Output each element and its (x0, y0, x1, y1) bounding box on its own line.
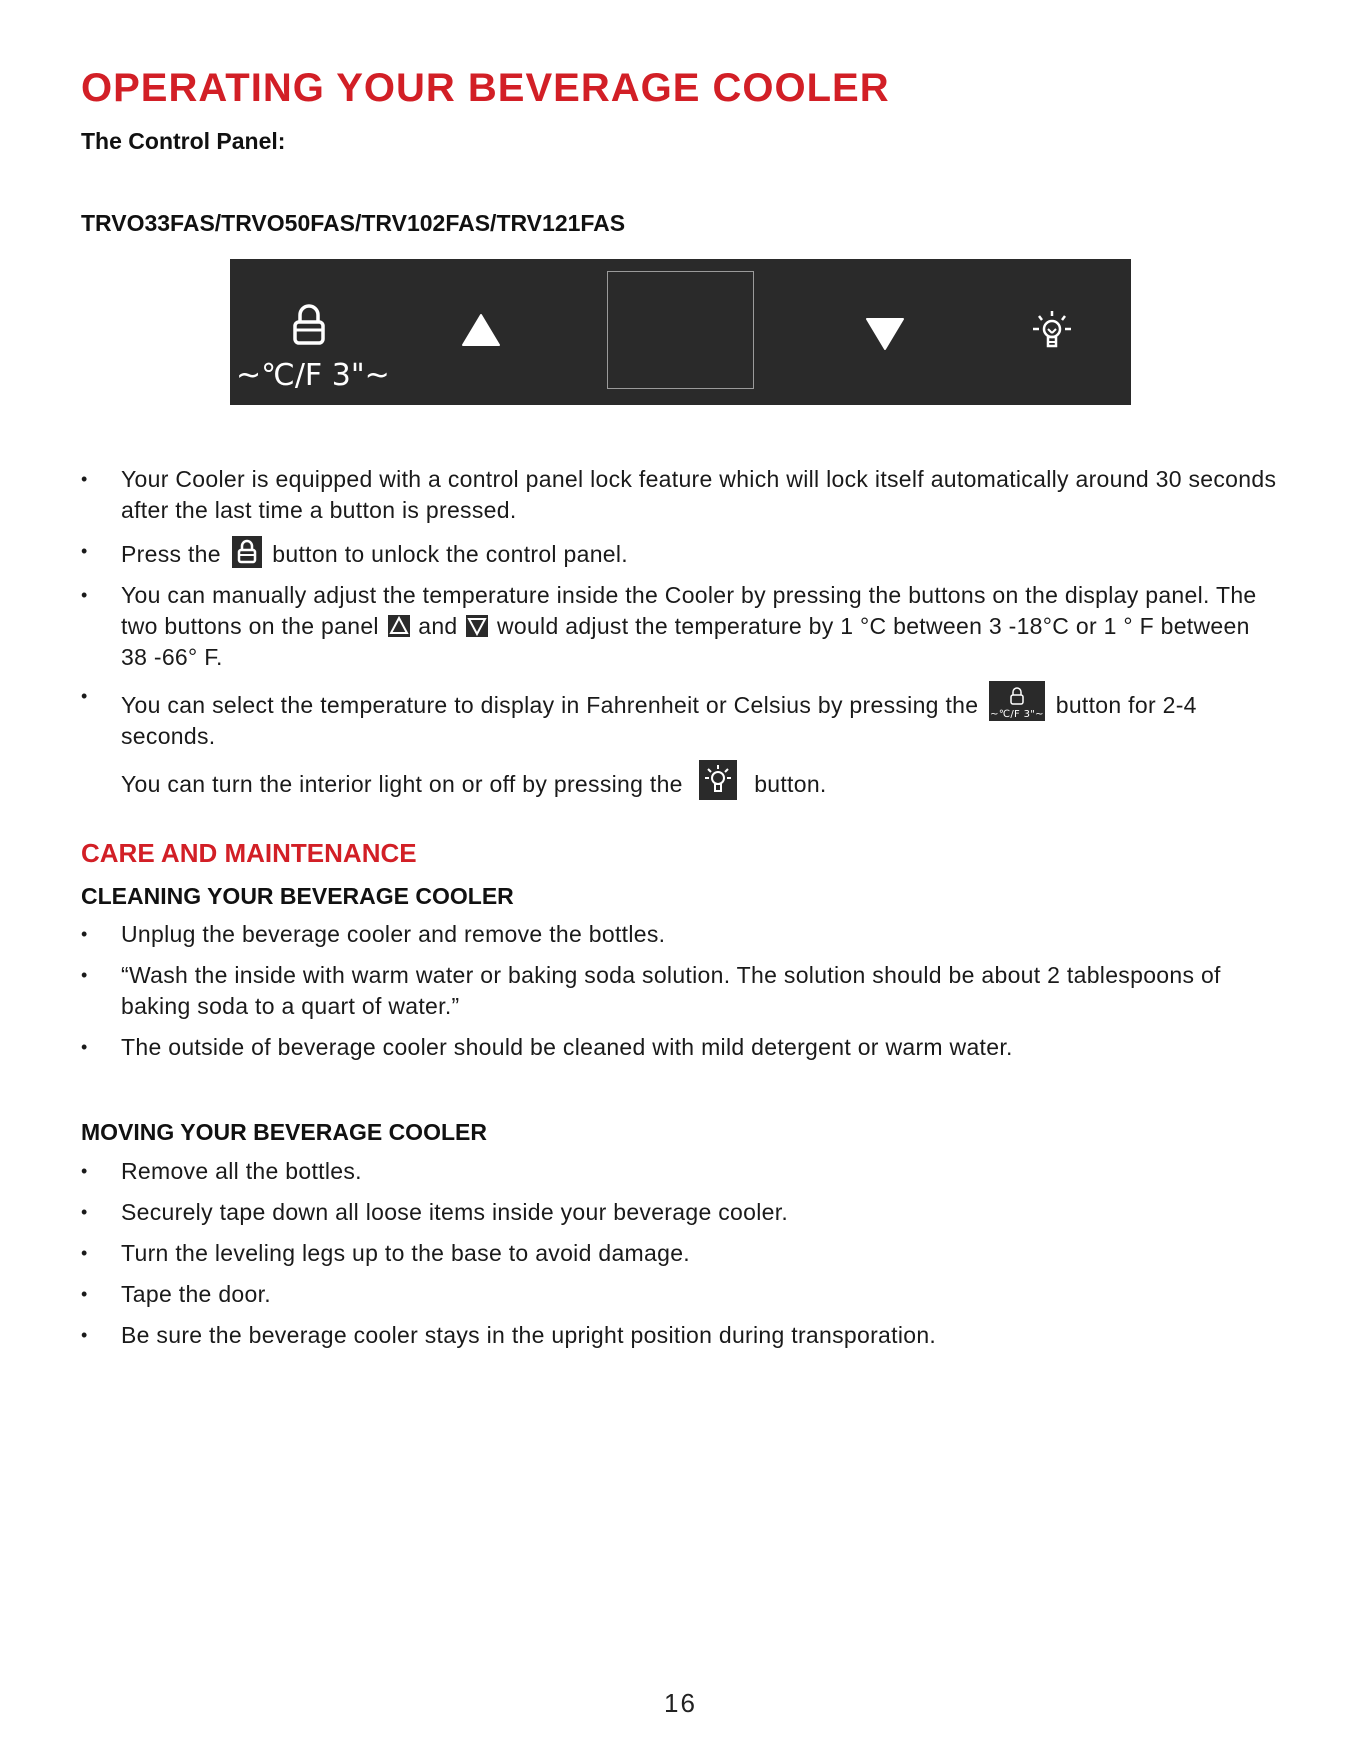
control-panel-image (230, 259, 1131, 405)
bullet: • (81, 1325, 88, 1345)
model-numbers: TRVO33FAS/TRVO50FAS/TRV102FAS/TRV121FAS (81, 210, 626, 236)
list-item-text: Your Cooler is equipped with a control panel lock feature which will lock itself automatically around 30 seconds after the last time a button is pressed. (121, 466, 1277, 523)
lock-icon (292, 304, 326, 346)
list-item (81, 580, 1281, 673)
list-item (81, 1320, 1281, 1351)
triangle-up-icon (388, 615, 410, 637)
list-item-text: Remove all the bottles. (121, 1158, 362, 1184)
bullet: • (81, 1202, 88, 1222)
operating-instructions (81, 464, 1281, 800)
list-item-text: Securely tape down all loose items inside your beverage cooler. (121, 1199, 789, 1225)
list-item-text: and (418, 613, 458, 639)
bullet: • (81, 924, 88, 944)
list-item-text: The outside of beverage cooler should be cleaned with mild detergent or warm water. (121, 1034, 1013, 1060)
triangle-down-icon (865, 317, 905, 351)
moving-list (81, 1156, 1281, 1351)
list-item-text: button. (754, 771, 827, 797)
list-item (81, 1197, 1281, 1228)
temperature-display-window (607, 271, 754, 389)
list-item (81, 1156, 1281, 1187)
cleaning-heading: CLEANING YOUR BEVERAGE COOLER (81, 883, 514, 909)
bullet: • (81, 585, 88, 605)
list-item-text: Unplug the beverage cooler and remove the bottles. (121, 921, 666, 947)
control-panel-heading: The Control Panel: (81, 128, 286, 154)
cleaning-list (81, 919, 1281, 1063)
list-item-text: button for 2-4 seconds. (121, 692, 1197, 749)
triangle-up-icon (461, 313, 501, 347)
lock-icon (232, 536, 262, 568)
list-item-text: You can turn the interior light on or off by pressing the (121, 771, 683, 797)
list-item (81, 760, 1281, 800)
bullet: • (81, 965, 88, 985)
bullet: • (81, 541, 88, 561)
list-item-text: You can manually adjust the temperature inside the Cooler by pressing the buttons on the display panel. The two buttons on the panel (121, 582, 1257, 639)
light-bulb-icon (699, 760, 737, 800)
list-item (81, 960, 1281, 1022)
list-item-text: “Wash the inside with warm water or baking soda solution. The solution should be about 2 tablespoons of baking soda to a quart of water.” (121, 962, 1221, 1019)
list-item-text: button to unlock the control panel. (272, 541, 629, 567)
list-item (81, 919, 1281, 950)
unit-toggle-icon (989, 681, 1045, 721)
list-item-text: Press the (121, 541, 221, 567)
list-item (81, 1032, 1281, 1063)
list-item-text: would adjust the temperature by 1 °C between 3 -18°C or 1 ° F between 38 -66° F. (121, 613, 1250, 670)
bullet: • (81, 1284, 88, 1304)
list-item (81, 1279, 1281, 1310)
bullet: • (81, 1037, 88, 1057)
list-item-text: Tape the door. (121, 1281, 271, 1307)
bullet: • (81, 469, 88, 489)
care-maintenance-title: CARE AND MAINTENANCE (81, 838, 417, 868)
list-item (81, 536, 1281, 570)
page-number: 16 (664, 1688, 697, 1718)
bullet: • (81, 1161, 88, 1181)
triangle-down-icon (466, 615, 488, 637)
bullet: • (81, 686, 88, 706)
svg-text:~℃/F 3"~: ~℃/F 3"~ (990, 709, 1044, 720)
list-item (81, 464, 1281, 526)
list-item-text: You can select the temperature to display in Fahrenheit or Celsius by pressing the (121, 692, 979, 718)
unit-toggle-label: ~℃/F 3"~ (236, 358, 390, 393)
moving-heading: MOVING YOUR BEVERAGE COOLER (81, 1119, 487, 1145)
light-bulb-icon (1030, 309, 1074, 355)
page-title: OPERATING YOUR BEVERAGE COOLER (81, 66, 890, 110)
list-item-text: Be sure the beverage cooler stays in the upright position during transporation. (121, 1322, 937, 1348)
list-item (81, 681, 1281, 752)
list-item (81, 1238, 1281, 1269)
list-item-text: Turn the leveling legs up to the base to avoid damage. (121, 1240, 690, 1266)
bullet: • (81, 1243, 88, 1263)
